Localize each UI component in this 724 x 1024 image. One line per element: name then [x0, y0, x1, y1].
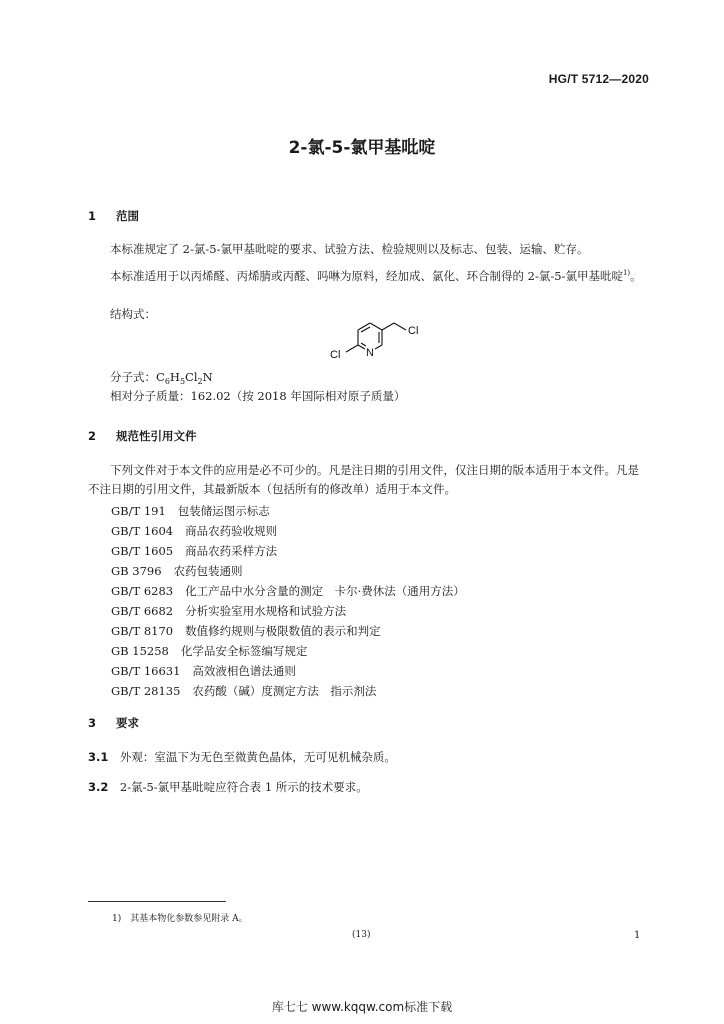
requirement-3-2-text: 2-氯-5-氯甲基吡啶应符合表 1 所示的技术要求。: [119, 780, 368, 794]
reference-item: [111, 683, 376, 699]
formula-c: C: [156, 370, 165, 384]
reference-item: [111, 563, 243, 579]
scope-paragraph-2: [88, 264, 648, 286]
reference-code: GB/T 1605: [111, 544, 174, 558]
section-3-title: 要求: [116, 716, 139, 730]
reference-code: GB/T 6682: [111, 604, 174, 618]
reference-title: 商品农药采样方法: [185, 544, 278, 558]
formula-n: N: [202, 370, 213, 384]
reference-title: 化学品安全标签编写规定: [180, 644, 308, 658]
scope-paragraph-2-end: 。: [630, 269, 642, 283]
reference-item: [111, 543, 277, 559]
footnote-marker: 1): [622, 269, 631, 277]
reference-title: 数值修约规则与极限数值的表示和判定: [185, 624, 381, 638]
section-1-title: 范围: [116, 209, 139, 223]
standard-code: HG/T 5712—2020: [548, 72, 649, 86]
reference-title: 包装储运图示标志: [177, 504, 270, 518]
reference-code: GB 15258: [111, 644, 169, 658]
section-1-number: 1: [88, 209, 97, 223]
structure-label: 结构式：: [110, 307, 156, 321]
reference-title: 农药包装通则: [173, 564, 243, 578]
references-intro: 下列文件对于本文件的应用是必不可少的。凡是注日期的引用文件，仅注日期的版本适用于本文件。凡是不注日期的引用文件，其最新版本（包括所有的修改单）适用于本文件。: [88, 463, 639, 496]
reference-item: [111, 663, 296, 679]
requirement-3-1-number: 3.1: [88, 750, 109, 764]
page-title: 2-氯-5-氯甲基吡啶: [288, 138, 436, 158]
reference-code: GB/T 191: [111, 504, 166, 518]
reference-code: GB 3796: [111, 564, 162, 578]
formula-h: H: [169, 370, 180, 384]
requirement-3-2: [88, 778, 368, 797]
section-1-heading: [88, 208, 139, 224]
reference-title: 化工产品中水分含量的测定 卡尔·费休法（通用方法）: [185, 584, 465, 598]
section-3-heading: [88, 715, 139, 731]
reference-code: GB/T 8170: [111, 624, 174, 638]
footer-sequence: (13): [352, 930, 371, 940]
chlorine-left-label: Cl: [330, 349, 341, 361]
footnote-divider: [88, 901, 226, 902]
formula-h-count: 5: [179, 377, 186, 386]
reference-item: [111, 503, 270, 519]
nitrogen-label: N: [366, 347, 374, 359]
requirement-3-1-text: 外观：室温下为无色至微黄色晶体，无可见机械杂质。: [119, 750, 396, 764]
reference-title: 高效液相色谱法通则: [192, 664, 296, 678]
reference-code: GB/T 1604: [111, 524, 174, 538]
reference-item: [111, 623, 381, 639]
formula-cl: Cl: [185, 370, 198, 384]
section-2-heading: [88, 428, 197, 444]
reference-item: [111, 603, 346, 619]
page-number: 1: [634, 930, 641, 941]
chlorine-top-label: Cl: [408, 325, 419, 337]
reference-item: [111, 583, 465, 599]
reference-item: [111, 643, 307, 659]
reference-code: GB/T 16631: [111, 664, 181, 678]
formula-cl-count: 2: [197, 377, 203, 386]
molecular-mass: 相对分子质量：162.02（按 2018 年国际相对原子质量）: [110, 389, 406, 403]
section-2-number: 2: [88, 429, 97, 443]
scope-paragraph-2-text: 本标准适用于以丙烯醛、丙烯腈或丙醛、吗啉为原料，经加成、氯化、环合制得的 2-氯-5-氯甲基吡啶: [110, 269, 623, 283]
footnote: 1) 其基本物化参数参见附录 A。: [112, 914, 248, 924]
requirement-3-1: [88, 748, 396, 767]
section-2-title: 规范性引用文件: [116, 429, 197, 443]
site-watermark: 库七七 www.kqqw.com标准下载: [271, 1000, 453, 1014]
reference-title: 农药酸（碱）度测定方法 指示剂法: [192, 684, 377, 698]
requirement-3-2-number: 3.2: [88, 780, 109, 794]
formula-label: 分子式：: [110, 370, 156, 384]
formula-c-count: 6: [164, 377, 170, 386]
reference-code: GB/T 6283: [111, 584, 174, 598]
reference-title: 分析实验室用水规格和试验方法: [185, 604, 347, 618]
reference-item: [111, 523, 277, 539]
reference-code: GB/T 28135: [111, 684, 181, 698]
reference-title: 商品农药验收规则: [185, 524, 278, 538]
section-3-number: 3: [88, 716, 97, 730]
scope-paragraph-1: 本标准规定了 2-氯-5-氯甲基吡啶的要求、试验方法、检验规则以及标志、包装、运输、贮存。: [110, 242, 589, 256]
structure-formula-diagram: [320, 318, 430, 368]
